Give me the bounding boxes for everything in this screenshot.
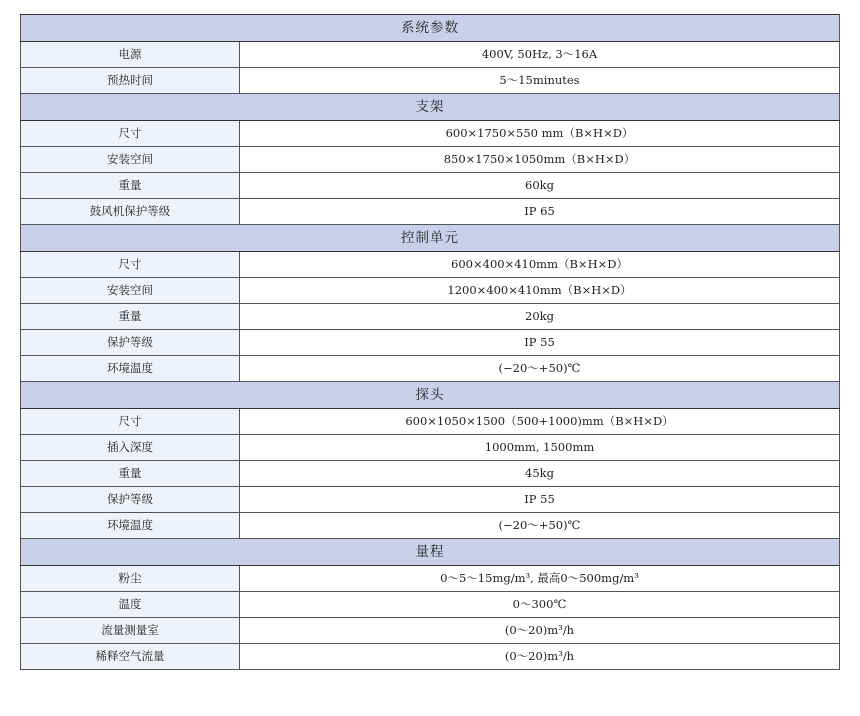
row-value: (−20～+50)℃ <box>240 513 840 539</box>
section-title: 系统参数 <box>21 15 840 42</box>
row-value: 600×1050×1500（500+1000)mm（B×H×D） <box>240 409 840 435</box>
section-header-row <box>21 94 840 121</box>
table-row <box>21 330 840 356</box>
table-row <box>21 356 840 382</box>
row-label: 鼓风机保护等级 <box>21 199 240 225</box>
row-label: 环境温度 <box>21 356 240 382</box>
row-value: 5～15minutes <box>240 68 840 94</box>
row-label: 环境温度 <box>21 513 240 539</box>
row-label: 电源 <box>21 42 240 68</box>
table-row <box>21 42 840 68</box>
section-title: 控制单元 <box>21 225 840 252</box>
table-row <box>21 644 840 670</box>
table-row <box>21 252 840 278</box>
row-value: (−20～+50)℃ <box>240 356 840 382</box>
table-row <box>21 68 840 94</box>
row-value: 600×1750×550 mm（B×H×D） <box>240 121 840 147</box>
row-value: 45kg <box>240 461 840 487</box>
row-value: IP 55 <box>240 330 840 356</box>
table-row <box>21 173 840 199</box>
row-label: 重量 <box>21 173 240 199</box>
table-row <box>21 304 840 330</box>
section-title: 支架 <box>21 94 840 121</box>
row-label: 保护等级 <box>21 330 240 356</box>
section-header-row <box>21 225 840 252</box>
table-row <box>21 278 840 304</box>
section-header-row <box>21 539 840 566</box>
row-value: 850×1750×1050mm（B×H×D） <box>240 147 840 173</box>
row-label: 保护等级 <box>21 487 240 513</box>
row-label: 粉尘 <box>21 566 240 592</box>
row-label: 预热时间 <box>21 68 240 94</box>
table-row <box>21 121 840 147</box>
row-label: 稀释空气流量 <box>21 644 240 670</box>
row-value: (0～20)m³/h <box>240 644 840 670</box>
table-row <box>21 409 840 435</box>
section-title: 探头 <box>21 382 840 409</box>
section-header-row <box>21 382 840 409</box>
row-label: 温度 <box>21 592 240 618</box>
section-title: 量程 <box>21 539 840 566</box>
row-value: 20kg <box>240 304 840 330</box>
row-value: (0～20)m³/h <box>240 618 840 644</box>
table-row <box>21 435 840 461</box>
row-value: IP 65 <box>240 199 840 225</box>
row-value: 0～5～15mg/m³, 最高0～500mg/m³ <box>240 566 840 592</box>
row-value: 1000mm, 1500mm <box>240 435 840 461</box>
row-value: 400V, 50Hz, 3～16A <box>240 42 840 68</box>
row-value: 600×400×410mm（B×H×D） <box>240 252 840 278</box>
spec-table <box>20 14 840 670</box>
row-value: 0～300℃ <box>240 592 840 618</box>
table-row <box>21 592 840 618</box>
row-label: 尺寸 <box>21 409 240 435</box>
row-label: 尺寸 <box>21 252 240 278</box>
row-label: 重量 <box>21 304 240 330</box>
table-row <box>21 566 840 592</box>
table-row <box>21 487 840 513</box>
row-label: 尺寸 <box>21 121 240 147</box>
spec-table-body <box>21 15 840 670</box>
row-label: 流量测量室 <box>21 618 240 644</box>
row-value: IP 55 <box>240 487 840 513</box>
row-label: 插入深度 <box>21 435 240 461</box>
section-header-row <box>21 15 840 42</box>
table-row <box>21 147 840 173</box>
table-row <box>21 199 840 225</box>
table-row <box>21 513 840 539</box>
row-value: 1200×400×410mm（B×H×D） <box>240 278 840 304</box>
table-row <box>21 618 840 644</box>
row-value: 60kg <box>240 173 840 199</box>
row-label: 安装空间 <box>21 147 240 173</box>
row-label: 重量 <box>21 461 240 487</box>
row-label: 安装空间 <box>21 278 240 304</box>
table-row <box>21 461 840 487</box>
